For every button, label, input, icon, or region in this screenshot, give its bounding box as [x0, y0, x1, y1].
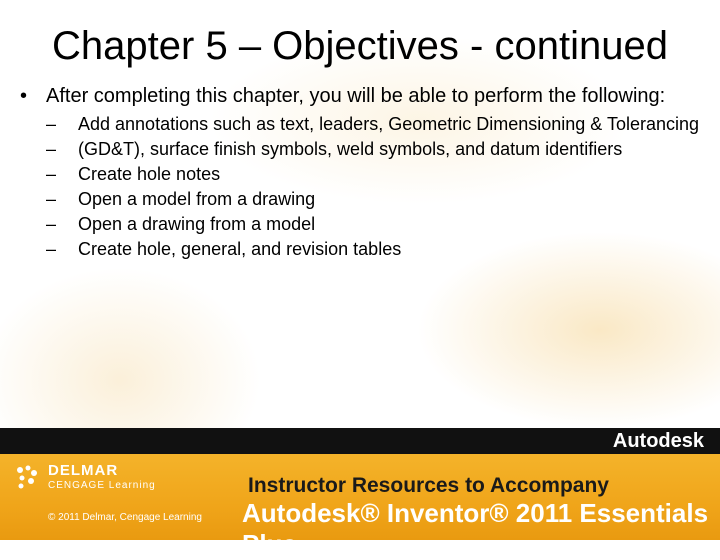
footer-black-bar — [0, 428, 720, 454]
sub-bullet-item: – Open a drawing from a model — [46, 214, 316, 234]
delmar-logo-icon — [14, 464, 40, 490]
slide-content — [20, 84, 710, 264]
sub-bullet-item: – Create hole notes — [46, 164, 221, 184]
slide-title: Chapter 5 – Objectives - continued — [52, 24, 668, 68]
publisher-subtitle: CENGAGE Learning — [48, 480, 156, 491]
copyright-text: © 2011 Delmar, Cengage Learning — [48, 512, 202, 523]
instructor-resources-heading: Instructor Resources to Accompany — [248, 474, 609, 497]
publisher-name: DELMAR — [48, 462, 119, 479]
main-bullet — [20, 84, 710, 108]
footer-banner — [0, 428, 720, 559]
sub-bullet-item: – Create hole, general, and revision tables — [46, 239, 402, 259]
sub-bullet-item: – Open a model from a drawing — [46, 189, 316, 209]
bullet-text: After completing this chapter, you will be able to perform the following: — [46, 85, 666, 107]
bullet-mark: • — [20, 85, 28, 107]
product-title: Autodesk® Inventor® 2011 Essentials Plus — [242, 498, 709, 559]
sub-bullet-item: – Add annotations such as text, leaders, Geometric Dimensioning & Tolerancing — [46, 114, 700, 134]
footer-orange-panel — [0, 454, 720, 559]
sub-bullet-list — [20, 114, 710, 259]
autodesk-brand: Autodesk — [612, 430, 704, 452]
sub-bullet-item: – (GD&T), surface finish symbols, weld symbols, and datum identifiers — [46, 139, 623, 159]
